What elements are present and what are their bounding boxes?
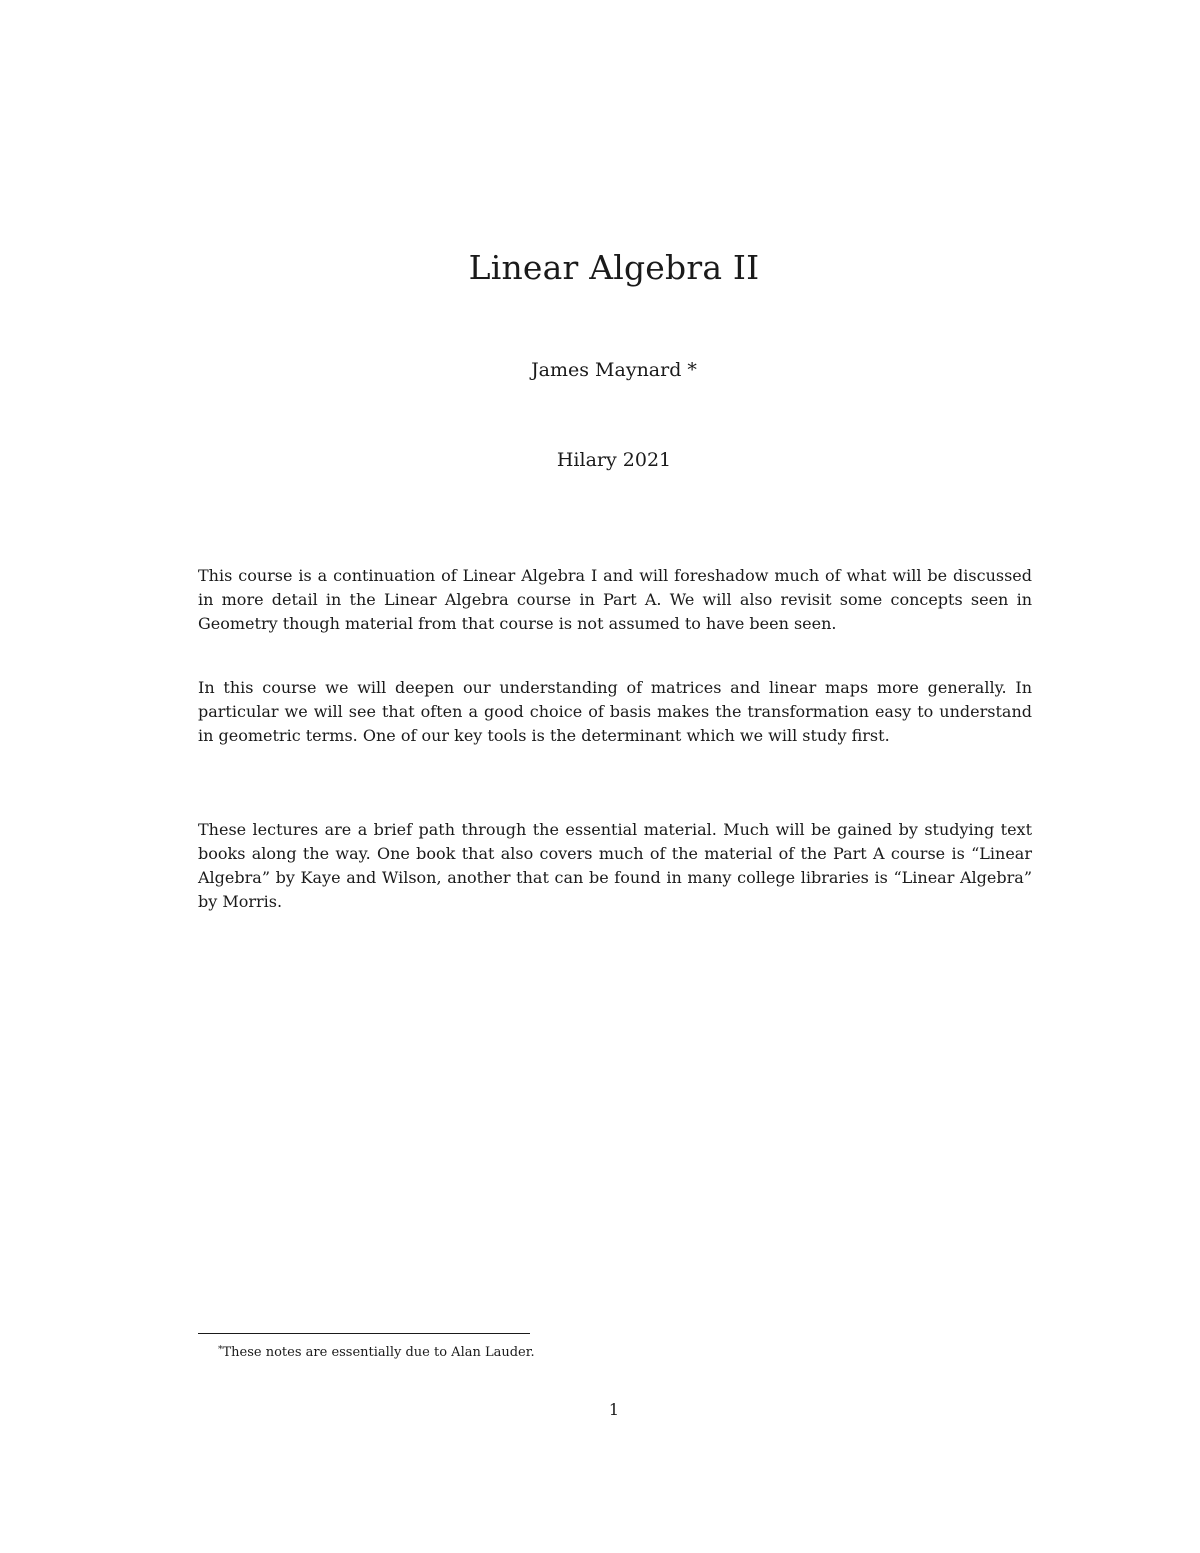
footnote-text: These notes are essentially due to Alan Lauder. xyxy=(222,1345,535,1360)
page-number: 1 xyxy=(608,1400,620,1419)
intro-paragraph-2: In this course we will deepen our understanding of matrices and linear maps more generally. In particular we will see that often a good choice of basis makes the transformation easy to understand in geometric terms. One of our key tools is the determinant which we will study first. xyxy=(198,678,1032,745)
document-author: James Maynard * xyxy=(531,359,697,381)
document-date: Hilary 2021 xyxy=(556,449,672,471)
intro-paragraph-1: This course is a continuation of Linear Algebra I and will foreshadow much of what will be discussed in more detail in the Linear Algebra course in Part A. We will also revisit some concepts seen in Geometry though material from that course is not assumed to have been seen. xyxy=(198,566,1032,633)
footnote-rule xyxy=(198,1333,530,1334)
intro-paragraph-3: These lectures are a brief path through the essential material. Much will be gained by studying text books along the way. One book that also covers much of the material of the Part A course is “Linear Algebra” by Kaye and Wilson, another that can be found in many college libraries is “Linear Algebra” by Morris. xyxy=(198,820,1032,911)
document-title: Linear Algebra II xyxy=(468,248,760,287)
footnote-marker: * xyxy=(218,1345,223,1355)
footnote xyxy=(218,1341,535,1362)
